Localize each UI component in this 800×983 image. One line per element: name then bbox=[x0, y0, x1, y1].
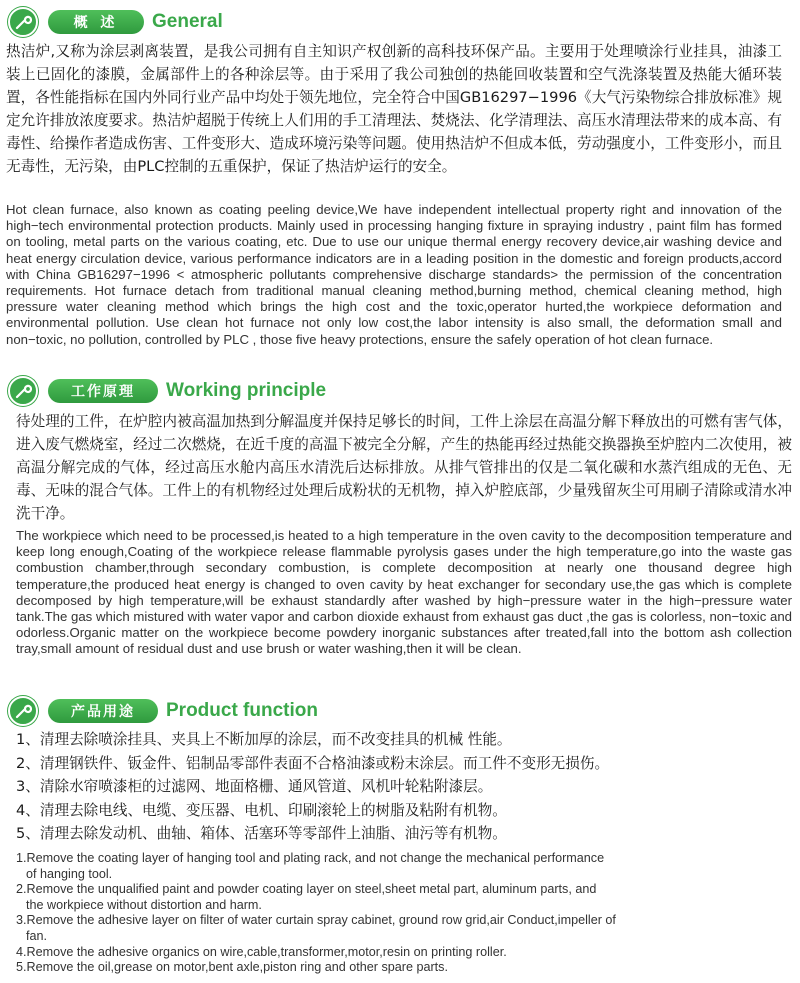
general-paragraph-en: Hot clean furnace, also known as coating peeling device,We have independent intellectual property right and innovation of the high−tech environmental protection products. Mainly used in processing hanging fixture in spraying industry , paint film has formed on tooling, metal parts on the various coating, etc. Due to use our unique thermal energy recovery device,air washing device and heat energy circulation device, various performance indicators are in a leading position in the domestic and foreign products,accord with China GB16297−1996 < atmospheric pollutants comprehensive discharge standards> the permission of the concentration requirements. Hot furnace detach from traditional manual cleaning method,burning method, chemical cleaning method, high pressure water cleaning method which brings the high cost and the toxic,operator hurted,the workpiece deformation and environmental pollution. Use clean hot furnace not only low cost,the labor intensity is also small, the deformation small and non−toxic, no pollution, controlled by PLC , those five heavy protections, ensure the safely operation of hot clean furnace. bbox=[6, 202, 782, 347]
list-item: 2.Remove the unqualified paint and powder coating layer on steel,sheet metal part, aluminum parts, and the workpiece without distortion and harm. bbox=[16, 882, 597, 912]
working-paragraph-cn: 待处理的工件，在炉腔内被高温加热到分解温度并保持足够长的时间，工件上涂层在高温分解下释放出的可燃有害气体，进入废气燃烧室，经过二次燃烧，在近千度的高温下被完全分解，产生的热能再经过热能交换器换至炉腔内二次使用，被高温分解完成的气体，经过高压水舱内高压水清洗后达标排放。从排气管排出的仅是二氧化碳和水蒸汽组成的无色、无毒、无味的混合气体。工件上的有机物经过处理后成粉状的无机物，掉入炉腔底部，少量残留灰尘可用刷子清除或清水冲洗干净。 bbox=[16, 413, 792, 522]
section-title-en: General bbox=[152, 11, 223, 32]
list-item: 3、清除水帘喷漆柜的过滤网、地面格栅、通风管道、风机叶轮粘附漆层。 bbox=[16, 778, 493, 795]
product-list-cn bbox=[16, 728, 609, 846]
wrench-icon bbox=[8, 7, 38, 37]
section-title-cn: 概 述 bbox=[48, 10, 144, 34]
section-title-cn: 工作原理 bbox=[48, 379, 158, 403]
list-item: 5、清理去除发动机、曲轴、箱体、活塞环等零部件上油脂、油污等有机物。 bbox=[16, 825, 507, 842]
list-item: 5.Remove the oil,grease on motor,bent axle,piston ring and other spare parts. bbox=[16, 960, 448, 975]
list-item: 4、清理去除电线、电缆、变压器、电机、印刷滚轮上的树脂及粘附有机物。 bbox=[16, 801, 507, 819]
general-paragraph-cn: 热洁炉,又称为涂层剥离装置，是我公司拥有自主知识产权创新的高科技环保产品。主要用于处理喷涂行业挂具，油漆工装上已固化的漆膜，金属部件上的各种涂层等。由于采用了我公司独创的热能回收装置和空气洗涤装置及热能大循环装置，各性能指标在国内外同行业产品中均处于领先地位，完全符合中国GB16297−1996《大气污染物综合排放标准》规定允许排放浓度要求。热洁炉超脱于传统上人们用的手工清理法、焚烧法、化学清理法、高压水清理法带来的成本高、有毒性、给操作者造成伤害、工件变形大、造成环境污染等问题。使用热洁炉不但成本低，劳动强度小，工件变形小，而且无毒性，无污染，由PLC控制的五重保护，保证了热洁炉运行的安全。 bbox=[6, 43, 782, 175]
section-header-general bbox=[8, 8, 223, 36]
list-item: 1、清理去除喷涂挂具、夹具上不断加厚的涂层，而不改变挂具的机械 性能。 bbox=[16, 731, 512, 748]
wrench-icon bbox=[8, 376, 38, 406]
section-header-product bbox=[8, 697, 318, 725]
list-item: 4.Remove the adhesive organics on wire,cable,transformer,motor,resin on printing roller. bbox=[16, 944, 507, 959]
section-title-en: Working principle bbox=[166, 380, 327, 401]
section-title-en: Product function bbox=[166, 700, 318, 721]
list-item: 3.Remove the adhesive layer on filter of water curtain spray cabinet, ground row grid,air Conduct,impeller of fan. bbox=[16, 913, 616, 943]
section-header-working bbox=[8, 377, 326, 405]
wrench-icon bbox=[8, 696, 38, 726]
list-item: 2、清理钢铁件、钣金件、铝制品零部件表面不合格油漆或粉末涂层。而工件不变形无损伤。 bbox=[16, 754, 610, 772]
working-paragraph-en: The workpiece which need to be processed,is heated to a high temperature in the oven cavity to the decomposition temperature and keep long enough,Coating of the workpiece release flammable pyrolysis gases under the high temperature,go into the waste gas combustion chamber,through secondary combustion, is complete decomposition at nearly one thousand degree high temperature,the produced heat energy is changed to oven cavity by heat exchanger for secondary use,the gas which is complete decomposed by high temperature,will be exhaust standardly after washed by high−pressure water in the high−pressure water tank.The gas which mistured with water vapor and carbon dioxide exhaust from exhaust gas duct ,the gas is colorless, non−toxic and odorless.Organic matter on the workpiece become powdery inorganic substances after treated,fall into the bottom ash collection tray,small amount of residual dust and use brush or water washing,then it will be clean. bbox=[16, 528, 792, 657]
list-item: 1.Remove the coating layer of hanging tool and plating rack, and not change the mechanical performance of hanging tool. bbox=[16, 851, 605, 881]
section-title-cn: 产品用途 bbox=[48, 699, 158, 723]
product-list-en bbox=[16, 851, 616, 976]
